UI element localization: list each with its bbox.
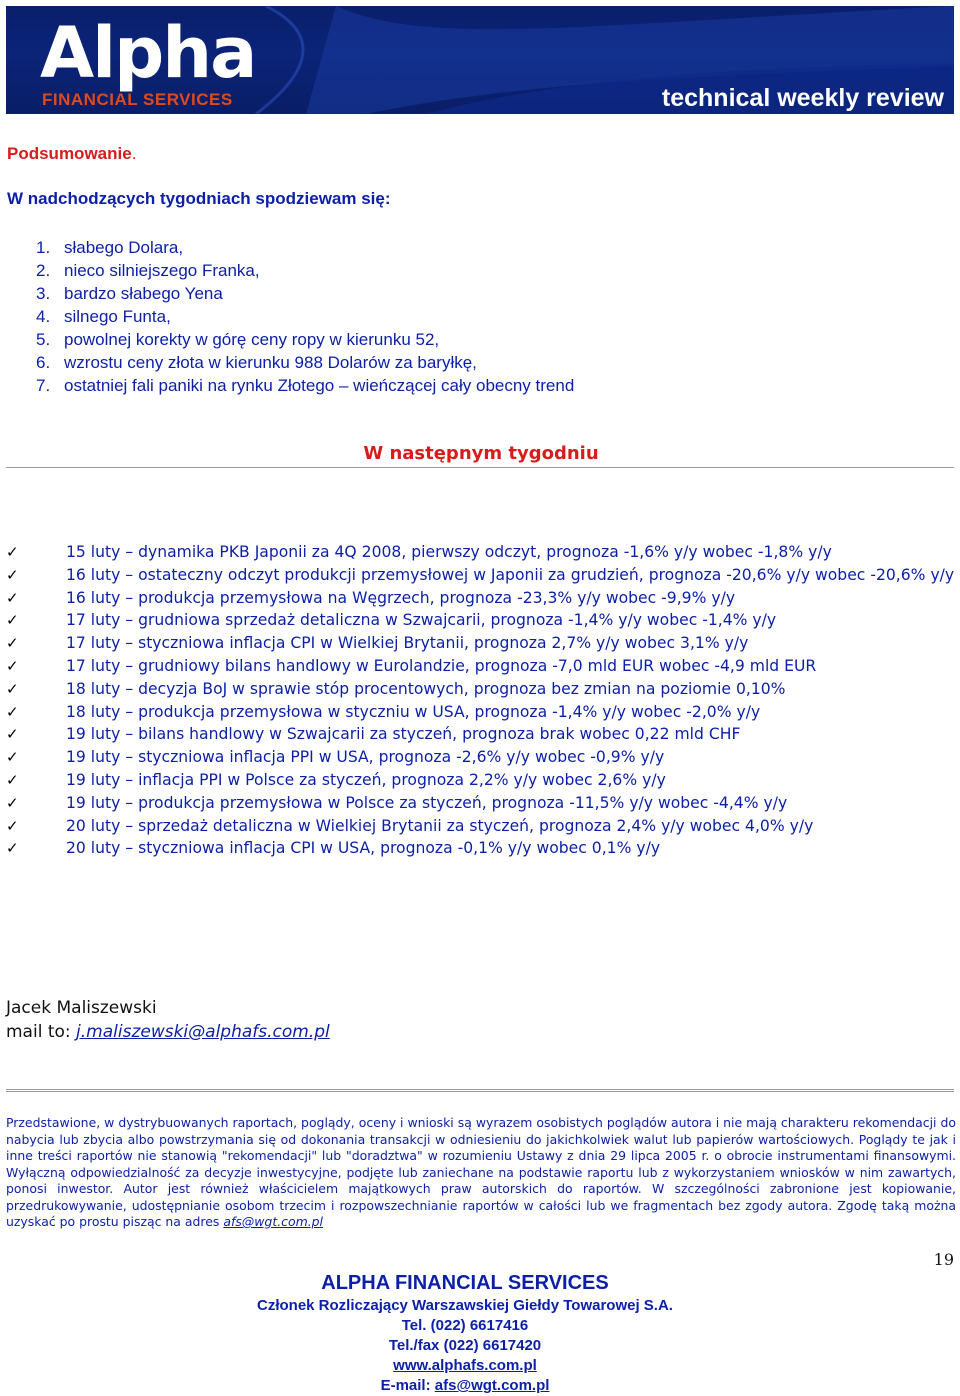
event-text: 19 luty – styczniowa inflacja PPI w USA, prognoza -2,6% y/y wobec -0,9% y/y — [66, 748, 665, 767]
event-text: 17 luty – grudniowy bilans handlowy w Eurolandzie, prognoza -7,0 mld EUR wobec -4,9 mld EUR — [66, 656, 817, 675]
event-item — [6, 723, 958, 746]
list-item-number: 5. — [36, 330, 51, 349]
event-text: 16 luty – produkcja przemysłowa na Węgrzech, prognoza -23,3% y/y wobec -9,9% y/y — [66, 588, 736, 607]
event-text: 18 luty – produkcja przemysłowa w styczniu w USA, prognoza -1,4% y/y wobec -2,0% y/y — [66, 702, 761, 721]
footer-website-link[interactable]: www.alphafs.com.pl — [393, 1357, 537, 1374]
list-item — [36, 351, 574, 374]
footer-company-name: ALPHA FINANCIAL SERVICES — [321, 1272, 609, 1294]
event-text: 16 luty – ostateczny odczyt produkcji przemysłowej w Japonii za grudzień, prognoza -20,6% y/y wobec -20,6% y/y — [66, 565, 955, 584]
event-item — [6, 609, 958, 632]
event-item — [6, 837, 958, 860]
next-week-title: W następnym tygodniu — [363, 443, 599, 464]
list-item-number: 1. — [36, 238, 51, 257]
list-item-text: bardzo słabego Yena — [64, 284, 223, 303]
summary-title-text: Podsumowanie — [7, 144, 132, 163]
check-icon: ✓ — [6, 793, 19, 812]
event-item — [6, 769, 958, 792]
event-item — [6, 678, 958, 701]
forecast-list — [36, 236, 574, 397]
event-item — [6, 815, 958, 838]
event-text: 18 luty – decyzja BoJ w sprawie stóp procentowych, prognoza bez zmian na poziomie 0,10% — [66, 679, 786, 698]
list-item-text: ostatniej fali paniki na rynku Złotego – wieńczącej cały obecny trend — [64, 376, 575, 395]
company-footer — [0, 1270, 930, 1396]
list-item-text: powolnej korekty w górę ceny ropy w kierunku 52, — [64, 330, 440, 349]
list-item — [36, 259, 574, 282]
disclaimer — [6, 1115, 956, 1231]
author-mail-line — [6, 1020, 330, 1044]
event-text: 19 luty – produkcja przemysłowa w Polsce za styczeń, prognoza -11,5% y/y wobec -4,4% y/y — [66, 793, 788, 812]
list-item-text: wzrostu ceny złota w kierunku 988 Dolarów za baryłkę, — [64, 353, 477, 372]
list-item-text: słabego Dolara, — [64, 238, 184, 257]
event-text: 20 luty – styczniowa inflacja CPI w USA, prognoza -0,1% y/y wobec 0,1% y/y — [66, 839, 661, 858]
author-mail-label: mail to: — [6, 1022, 77, 1042]
footer-phone: Tel. (022) 6617416 — [401, 1317, 529, 1334]
list-item-number: 3. — [36, 284, 51, 303]
event-text: 17 luty – grudniowa sprzedaż detaliczna w Szwajcarii, prognoza -1,4% y/y wobec -1,4% y/y — [66, 611, 777, 630]
list-item-number: 2. — [36, 261, 51, 280]
list-item-number: 4. — [36, 307, 51, 326]
event-text: 19 luty – inflacja PPI w Polsce za styczeń, prognoza 2,2% y/y wobec 2,6% y/y — [66, 770, 666, 789]
check-icon: ✓ — [6, 770, 19, 789]
footer-website-line — [0, 1356, 930, 1376]
event-text: 17 luty – styczniowa inflacja CPI w Wielkiej Brytanii, prognoza 2,7% y/y wobec 3,1% y/y — [66, 634, 749, 653]
footer-email-link[interactable]: afs@wgt.com.pl — [434, 1377, 550, 1394]
event-item — [6, 541, 958, 564]
author-email-link[interactable]: j.maliszewski@alphafs.com.pl — [76, 1022, 330, 1042]
footer-email-line — [0, 1376, 930, 1396]
event-text: 19 luty – bilans handlowy w Szwajcarii za styczeń, prognoza brak wobec 0,22 mld CHF — [66, 725, 741, 744]
check-icon: ✓ — [6, 702, 19, 721]
events-list — [6, 541, 958, 860]
check-icon: ✓ — [6, 725, 19, 744]
disclaimer-email-link[interactable]: afs@wgt.com.pl — [223, 1214, 324, 1229]
company-logo: Alpha — [40, 12, 256, 94]
header-banner — [6, 6, 954, 114]
list-item — [36, 328, 574, 351]
check-icon: ✓ — [6, 588, 19, 607]
list-item — [36, 282, 574, 305]
footer-member-line: Członek Rozliczający Warszawskiej Giełdy Towarowej S.A. — [257, 1297, 673, 1314]
summary-intro: W nadchodzących tygodniach spodziewam się: — [7, 189, 391, 208]
check-icon: ✓ — [6, 611, 19, 630]
list-item — [36, 374, 574, 397]
check-icon: ✓ — [6, 543, 19, 561]
list-item-text: silnego Funta, — [64, 307, 171, 326]
summary-title-dot: . — [131, 144, 137, 163]
author-name: Jacek Maliszewski — [6, 998, 157, 1018]
author-block — [6, 996, 330, 1044]
event-item — [6, 792, 958, 815]
event-item — [6, 655, 958, 678]
event-item — [6, 701, 958, 724]
list-item — [36, 305, 574, 328]
list-item-number: 7. — [36, 376, 51, 395]
check-icon: ✓ — [6, 565, 19, 584]
report-tagline: technical weekly review — [661, 84, 944, 112]
footer-divider — [6, 1089, 954, 1092]
event-item — [6, 746, 958, 769]
disclaimer-text: Przedstawione, w dystrybuowanych raportach, poglądy, oceny i wnioski są wyrazem osobistych poglądów autora i nie mają charakteru rekomendacji do nabycia lub zbycia albo powstrzymania się od dokonania transakcji w odniesieniu do jakichkolwiek walut lub papierów wartościowych. Poglądy te jak i inne treści raportów nie stanowią "rekomendacji" lub "doradztwa" w rozumieniu Ustawy z dnia 29 lipca 2005 r. o obrocie instrumentami finansowymi. Wyłączną odpowiedzialność za decyzje inwestycyjne, podjęte lub zaniechane na podstawie raportu lub z wykorzystaniem wniosków w nim zawartych, ponosi inwestor. Autor jest również właścicielem majątkowych praw autorskich do raportów. W szczególności zabronione jest kopiowanie, przedrukowywanie, udostępnianie osobom trzecim i rozpowszechnianie raportów w całości lub we fragmentach bez zgody autora. Zgodę taką można uzyskać po prostu pisząc na adres — [6, 1115, 956, 1229]
list-item-text: nieco silniejszego Franka, — [64, 261, 260, 280]
event-item — [6, 564, 958, 587]
list-item — [36, 236, 574, 259]
company-logo-subtitle: FINANCIAL SERVICES — [42, 90, 233, 109]
check-icon: ✓ — [6, 748, 19, 767]
event-item — [6, 587, 958, 610]
check-icon: ✓ — [6, 634, 19, 653]
page-number: 19 — [933, 1250, 954, 1269]
footer-email-label: E-mail: — [380, 1377, 435, 1394]
section-divider — [6, 467, 954, 468]
event-text: 15 luty – dynamika PKB Japonii za 4Q 2008, pierwszy odczyt, prognoza -1,6% y/y wobec -1,8% y/y — [66, 543, 832, 561]
check-icon: ✓ — [6, 839, 19, 858]
list-item-number: 6. — [36, 353, 51, 372]
event-item — [6, 632, 958, 655]
event-text: 20 luty – sprzedaż detaliczna w Wielkiej Brytanii za styczeń, prognoza 2,4% y/y wobec 4,0% y/y — [66, 816, 814, 835]
summary-title — [7, 144, 136, 164]
check-icon: ✓ — [6, 656, 19, 675]
check-icon: ✓ — [6, 679, 19, 698]
footer-fax: Tel./fax (022) 6617420 — [388, 1337, 542, 1354]
check-icon: ✓ — [6, 816, 19, 835]
